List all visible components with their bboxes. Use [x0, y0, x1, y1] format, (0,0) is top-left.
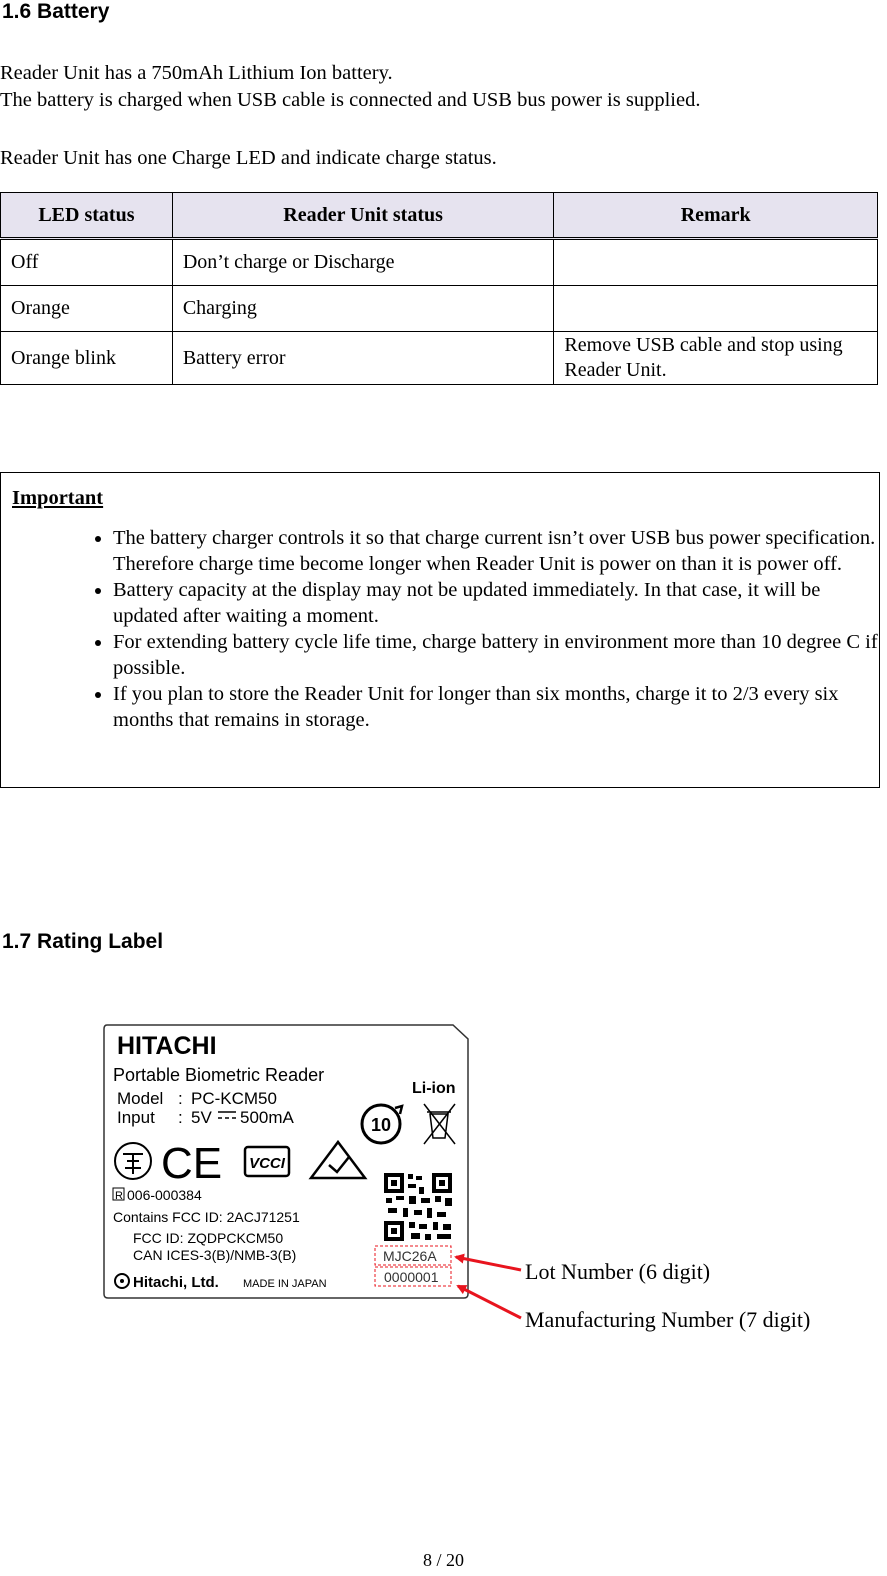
remark-cell [554, 286, 878, 332]
important-title: Important [12, 487, 104, 509]
section-heading-rating-label: 1.7 Rating Label [2, 930, 164, 953]
battery-charging-text: The battery is charged when USB cable is connected and USB bus power is supplied. [0, 89, 701, 111]
page-number: 8 / 20 [422, 1550, 464, 1570]
qr-code-icon [383, 1172, 453, 1242]
label-fcc-contains: Contains FCC ID: 2ACJ71251 [113, 1209, 300, 1225]
led-status-cell: Orange [1, 286, 173, 332]
label-serial-number: 0000001 [384, 1269, 439, 1285]
svg-text:VCCI: VCCI [249, 1155, 285, 1172]
svg-text:R: R [115, 1190, 123, 1202]
remark-cell: Remove USB cable and stop using Reader Unit. [554, 332, 878, 385]
list-item: • Battery capacity at the display may not be updated immediately. In that case, it will be updated after waiting a moment. [113, 577, 883, 629]
ce-mark-icon [161, 1139, 222, 1188]
header-led-status: LED status [1, 193, 173, 239]
list-item: • For extending battery cycle life time, charge battery in environment more than 10 degree C if possible. [113, 629, 883, 681]
charge-led-text: Reader Unit has one Charge LED and indicate charge status. [0, 147, 497, 169]
header-reader-unit-status: Reader Unit status [172, 193, 554, 239]
hitachi-logo: HITACHI [117, 1032, 217, 1060]
unit-status-cell: Charging [172, 286, 554, 332]
section-heading-battery: 1.6 Battery [2, 0, 110, 23]
unit-status-cell: Battery error [172, 332, 554, 385]
ce-mark-text: CE [161, 1139, 223, 1188]
label-made-in: MADE IN JAPAN [243, 1278, 327, 1290]
list-item: • The battery charger controls it so that charge current isn’t over USB bus power specification. Therefore charge time become longer when Reader Unit is power on than it is power off. [113, 525, 883, 577]
svg-text::: : [178, 1108, 183, 1127]
li-ion-mark: Li-ion [412, 1080, 456, 1097]
led-status-cell: Orange blink [1, 332, 173, 385]
battery-capacity-text: Reader Unit has a 750mAh Lithium Ion battery. [0, 62, 393, 84]
svg-text:10: 10 [370, 1115, 392, 1135]
important-notice-box [0, 472, 880, 788]
svg-text::: : [178, 1089, 183, 1108]
label-input-volts: 5V [191, 1108, 212, 1127]
label-model-key: Model [117, 1089, 164, 1108]
header-remark: Remark [554, 193, 878, 239]
label-fcc-id: FCC ID: ZQDPCKCM50 [133, 1230, 284, 1246]
remark-cell [554, 239, 878, 286]
list-item: • If you plan to store the Reader Unit for longer than six months, charge it to 2/3 every six months that remains in storage. [113, 681, 883, 733]
table-header-row [1, 193, 878, 239]
table-row [1, 332, 878, 385]
label-input-amps: 500mA [240, 1108, 294, 1127]
manufacturing-number-callout: Manufacturing Number (7 digit) [525, 1307, 811, 1332]
led-status-table [0, 192, 878, 385]
label-product-name: Portable Biometric Reader [113, 1065, 325, 1085]
unit-status-cell: Don’t charge or Discharge [172, 239, 554, 286]
label-model-value: PC-KCM50 [191, 1089, 277, 1108]
label-can-ices: CAN ICES-3(B)/NMB-3(B) [133, 1247, 297, 1263]
table-row [1, 286, 878, 332]
label-lot-number: MJC26A [383, 1248, 437, 1264]
led-status-cell: Off [1, 239, 173, 286]
label-input-key: Input [117, 1108, 155, 1127]
table-row [1, 239, 878, 286]
lot-number-callout: Lot Number (6 digit) [525, 1259, 711, 1284]
important-list [91, 525, 883, 733]
label-radio-cert: 006-000384 [127, 1187, 202, 1203]
rating-label-image [103, 1024, 469, 1299]
label-maker: Hitachi, Ltd. [133, 1274, 219, 1291]
